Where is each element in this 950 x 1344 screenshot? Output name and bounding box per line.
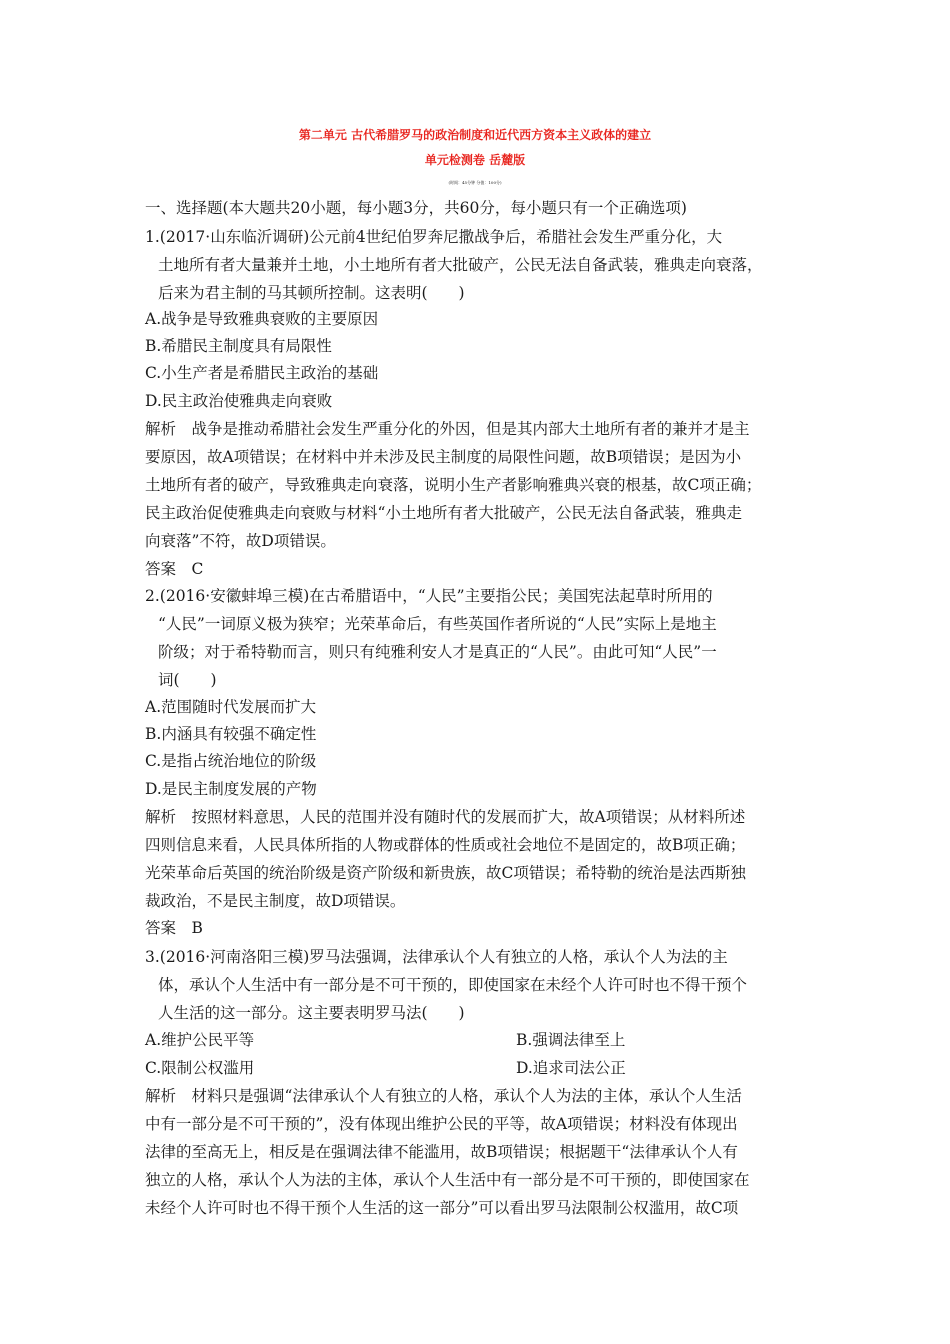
question-1-analysis-line: 土地所有者的破产，导致雅典走向衰落，说明小生产者影响雅典兴衰的根基，故C项正确； [145,476,762,494]
question-2-option-c: C.是指占统治地位的阶级 [145,752,317,770]
question-1-option-a: A.战争是导致雅典衰败的主要原因 [145,310,379,328]
question-1-option-b: B.希腊民主制度具有局限性 [145,337,332,355]
question-3-option-c: C.限制公权滥用 [145,1059,255,1077]
question-1-analysis-line: 解析 战争是推动希腊社会发生严重分化的外因，但是其内部大土地所有者的兼并才是主 [145,420,750,438]
question-3-analysis-line: 法律的至高无上，相反是在强调法律不能滥用，故B项错误；根据题干“法律承认个人有 [145,1143,738,1161]
question-3-option-d: D.追求司法公正 [516,1059,626,1077]
question-1-analysis-line: 民主政治促使雅典走向衰败与材料“小土地所有者大批破产，公民无法自备武装，雅典走 [145,504,742,522]
question-3-analysis-line: 中有一部分是不可干预的”，没有体现出维护公民的平等，故A项错误；材料没有体现出 [145,1115,738,1133]
exam-info: (时间：45分钟 分值：100分) [448,180,502,185]
question-2-analysis-line: 光荣革命后英国的统治阶级是资产阶级和新贵族，故C项错误；希特勒的统治是法西斯独 [145,864,746,882]
question-3-option-a: A.维护公民平等 [145,1031,255,1049]
question-2-stem-line: “人民”一词原义极为狭窄；光荣革命后，有些英国作者所说的“人民”实际上是地主 [158,615,717,633]
question-1-stem-line: 1.(2017·山东临沂调研)公元前4世纪伯罗奔尼撒战争后，希腊社会发生严重分化，大 [145,228,723,246]
question-2-option-b: B.内涵具有较强不确定性 [145,725,317,743]
question-3-option-b: B.强调法律至上 [516,1031,626,1049]
question-1-stem-line: 后来为君主制的马其顿所控制。这表明( ) [158,284,465,302]
question-3-analysis-line: 解析 材料只是强调“法律承认个人有独立的人格，承认个人为法的主体，承认个人生活 [145,1087,742,1105]
question-3-stem-line: 体，承认个人生活中有一部分是不可干预的，即使国家在未经个人许可时也不得干预个 [158,976,748,994]
question-2-analysis-line: 四则信息来看，人民具体所指的人物或群体的性质或社会地位不是固定的，故B项正确； [145,836,746,854]
question-3-stem-line: 人生活的这一部分。这主要表明罗马法( ) [158,1004,465,1022]
question-1-option-c: C.小生产者是希腊民主政治的基础 [145,364,379,382]
question-3-analysis-line: 独立的人格，承认个人为法的主体，承认个人生活中有一部分是不可干预的，即使国家在 [145,1171,750,1189]
document-title-line2: 单元检测卷 岳麓版 [424,153,526,167]
question-1-stem-line: 土地所有者大量兼并土地，小土地所有者大批破产，公民无法自备武装，雅典走向衰落， [158,256,763,274]
question-2-option-d: D.是民主制度发展的产物 [145,780,317,798]
section-heading: 一、选择题(本大题共20小题，每小题3分，共60分，每小题只有一个正确选项) [145,199,687,217]
question-2-analysis-line: 裁政治，不是民主制度，故D项错误。 [145,892,406,910]
question-2-analysis-line: 解析 按照材料意思，人民的范围并没有随时代的发展而扩大，故A项错误；从材料所述 [145,808,746,826]
question-1-analysis-line: 要原因，故A项错误；在材料中并未涉及民主制度的局限性问题，故B项错误；是因为小 [145,448,742,466]
question-2-stem-line: 词( ) [158,671,217,689]
question-2-stem-line: 2.(2016·安徽蚌埠三模)在古希腊语中，“人民”主要指公民；美国宪法起草时所用的 [145,587,713,605]
question-3-analysis-line: 未经个人许可时也不得干预个人生活的这一部分”可以看出罗马法限制公权滥用，故C项 [145,1199,739,1217]
question-2-answer: 答案 B [145,919,203,937]
document-title: 第二单元 古代希腊罗马的政治制度和近代西方资本主义政体的建立 [298,128,652,142]
question-2-option-a: A.范围随时代发展而扩大 [145,698,317,716]
question-1-analysis-line: 向衰落”不符，故D项错误。 [145,532,336,550]
question-1-option-d: D.民主政治使雅典走向衰败 [145,392,333,410]
question-3-stem-line: 3.(2016·河南洛阳三模)罗马法强调，法律承认个人有独立的人格，承认个人为法的主 [145,948,728,966]
question-1-answer: 答案 C [145,560,204,578]
question-2-stem-line: 阶级；对于希特勒而言，则只有纯雅利安人才是真正的“人民”。由此可知“人民”一 [158,643,717,661]
